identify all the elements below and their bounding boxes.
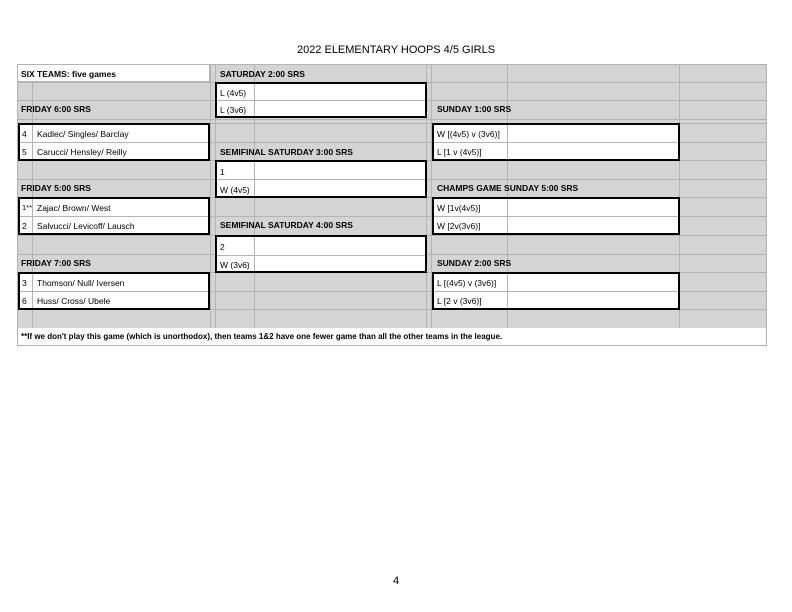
seed: 4 (22, 129, 27, 139)
header-friday-500: FRIDAY 5:00 SRS (21, 183, 91, 193)
seed: 1** (22, 203, 33, 212)
header-friday-700: FRIDAY 7:00 SRS (21, 258, 91, 268)
matchup-slot: L [(4v5) v (3v6)] (437, 278, 497, 288)
page-title: 2022 ELEMENTARY HOOPS 4/5 GIRLS (296, 44, 496, 56)
schedule-grid (17, 64, 767, 346)
team-name: Huss/ Cross/ Ubele (37, 296, 111, 306)
matchup-slot: W (4v5) (220, 185, 250, 195)
matchup-slot: W (3v6) (220, 260, 250, 270)
team-name: Zajac/ Brown/ West (37, 203, 111, 213)
header-saturday-200: SATURDAY 2:00 SRS (220, 69, 305, 79)
team-name: Salvucci/ Levicoff/ Lausch (37, 221, 135, 231)
header-six-teams: SIX TEAMS: five games (21, 69, 116, 79)
seed: 3 (22, 278, 27, 288)
footnote: **If we don't play this game (which is unorthodox), then teams 1&2 have one fewer game than all the other teams in the league. (21, 332, 503, 341)
matchup-slot: L [1 v (4v5)] (437, 147, 482, 157)
matchup-slot: W [(4v5) v (3v6)] (437, 129, 500, 139)
header-semifinal-400: SEMIFINAL SATURDAY 4:00 SRS (220, 220, 353, 230)
game-box-semifinal-400 (215, 235, 427, 273)
team-name: Thomson/ Null/ Iversen (37, 278, 125, 288)
seed: 5 (22, 147, 27, 157)
header-semifinal-300: SEMIFINAL SATURDAY 3:00 SRS (220, 147, 353, 157)
matchup-slot: L (3v6) (220, 105, 247, 115)
page-number: 4 (392, 575, 400, 587)
team-name: Carucci/ Hensley/ Reilly (37, 147, 127, 157)
matchup-slot: W [1v(4v5)] (437, 203, 481, 213)
seed: 2 (22, 221, 27, 231)
matchup-slot: L [2 v (3v6)] (437, 296, 482, 306)
header-sunday-200: SUNDAY 2:00 SRS (437, 258, 512, 268)
game-box-friday-500 (18, 197, 210, 235)
team-name: Kadlec/ Singles/ Barclay (37, 129, 129, 139)
header-friday-600: FRIDAY 6:00 SRS (21, 104, 91, 114)
header-sunday-100: SUNDAY 1:00 SRS (437, 104, 512, 114)
game-box-sunday-100 (432, 123, 680, 161)
game-box-sunday-200 (432, 272, 680, 310)
matchup-slot: 2 (220, 242, 225, 252)
game-box-friday-600 (18, 123, 210, 161)
game-box-champs (432, 197, 680, 235)
game-box-semifinal-300 (215, 160, 427, 198)
game-box-friday-700 (18, 272, 210, 310)
matchup-slot: 1 (220, 167, 225, 177)
matchup-slot: L (4v5) (220, 88, 247, 98)
game-box-saturday-200 (215, 82, 427, 118)
seed: 6 (22, 296, 27, 306)
matchup-slot: W [2v(3v6)] (437, 221, 481, 231)
header-champs-500: CHAMPS GAME SUNDAY 5:00 SRS (437, 183, 579, 193)
